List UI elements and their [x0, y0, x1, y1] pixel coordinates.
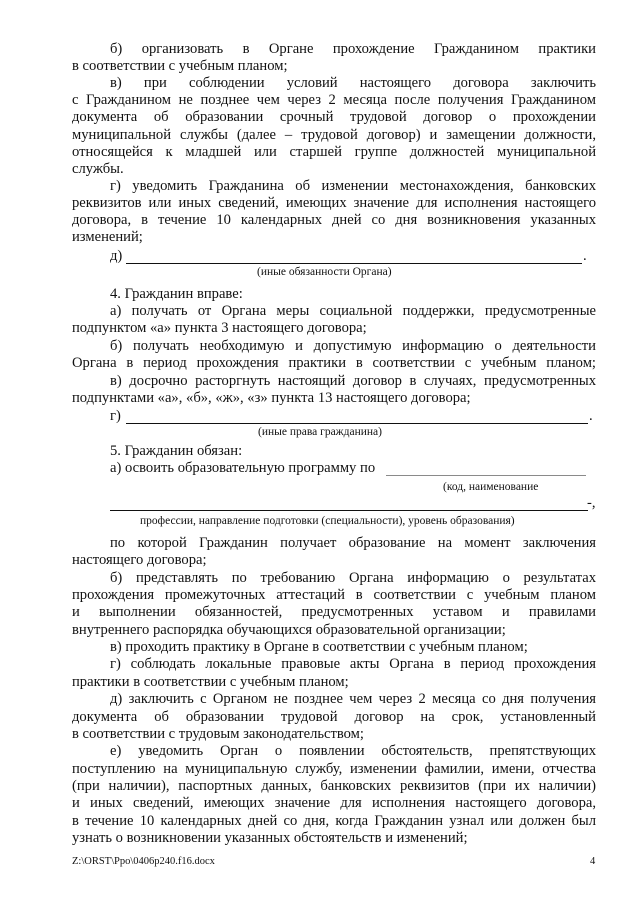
- obligation-d-blank-line: [126, 263, 582, 264]
- obligation-d-label: д): [110, 248, 123, 264]
- text-line: настоящего договора;: [72, 552, 207, 569]
- text-line: узнать о возникновении указанных обстоятельств и изменений;: [72, 829, 468, 846]
- text-line: и выполнении обязанностей, предусмотренных уставом и правилами: [72, 604, 596, 621]
- text-line: договора, в течение 10 календарных дней со дня возникновения указанных: [72, 212, 596, 228]
- text-line: в) проходить практику в Органе в соответствии с учебным планом;: [110, 639, 528, 656]
- section-5-title: 5. Гражданин обязан:: [110, 443, 243, 459]
- section-5-a-text: а) освоить образовательную программу по: [110, 460, 376, 476]
- text-line: практики в соответствии с учебным планом;: [72, 673, 349, 690]
- program-line-end: -,: [587, 495, 596, 511]
- text-line: изменений;: [72, 229, 143, 246]
- text-line: б) представлять по требованию Органа информацию о результатах: [110, 569, 596, 586]
- footer-page-number: 4: [590, 856, 596, 867]
- text-line: и иных сведений, имеющих значение для исполнения настоящего договора,: [72, 795, 596, 812]
- text-line: б) организовать в Органе прохождение Гражданином практики: [110, 41, 596, 57]
- text-line: в течение 10 календарных дней со дня, когда Гражданин узнал или должен был: [72, 812, 596, 829]
- text-line: документа об образовании трудовой договор на срок, установленный: [72, 708, 596, 725]
- text-line: г) соблюдать локальные правовые акты Органа в период прохождения: [110, 656, 596, 673]
- text-line: (при наличии), паспортных данных, банковских реквизитов (при их наличии): [72, 777, 596, 794]
- program-caption-2: профессии, направление подготовки (специальности), уровень образования): [140, 515, 515, 527]
- right-g-label: г): [110, 408, 121, 424]
- right-g-blank-line: [126, 423, 588, 424]
- text-line: поступлению на муниципальную службу, изменении фамилии, имени, отчества: [72, 760, 596, 777]
- text-line: д) заключить с Органом не позднее чем через 2 месяца со дня получения: [110, 691, 596, 708]
- text-line: реквизитов или иных сведений, имеющих значение для исполнения настоящего: [72, 194, 596, 211]
- text-line: подпунктом «а» пункта 3 настоящего договора;: [72, 320, 367, 337]
- text-line: муниципальной службы (далее – трудовой договор) и замещении должности,: [72, 126, 596, 143]
- program-caption-1: (код, наименование: [443, 481, 539, 493]
- text-line: г) уведомить Гражданина об изменении местонахождения, банковских: [110, 177, 596, 194]
- text-line: в) при соблюдении условий настоящего договора заключить: [110, 75, 596, 92]
- right-g-caption: (иные права гражданина): [258, 426, 382, 438]
- text-line: в соответствии с учебным планом;: [72, 58, 288, 75]
- obligation-d-end: .: [583, 248, 587, 264]
- text-line: относящейся к младшей или старшей группе должностей муниципальной: [72, 143, 596, 160]
- text-line: Органа в период прохождения практики в соответствии с учебным планом;: [72, 355, 596, 372]
- program-name-blank-line: [110, 510, 588, 511]
- text-line: в соответствии с трудовым законодательством;: [72, 725, 364, 742]
- text-line: подпунктами «а», «б», «ж», «з» пункта 13 настоящего договора;: [72, 390, 471, 406]
- text-line: внутреннего распорядка обучающихся образовательной организации;: [72, 621, 506, 638]
- obligation-d-caption: (иные обязанности Органа): [257, 266, 392, 278]
- text-line: с Гражданином не позднее чем через 2 месяца после получения Гражданином: [72, 92, 596, 109]
- text-line: службы.: [72, 160, 124, 177]
- text-line: по которой Гражданин получает образование на момент заключения: [110, 535, 596, 551]
- right-g-end: .: [589, 408, 593, 424]
- footer-file-path: Z:\ORST\Ppo\0406p240.f16.docx: [72, 856, 215, 867]
- text-line: в) досрочно расторгнуть настоящий договор в случаях, предусмотренных: [110, 372, 596, 389]
- text-line: б) получать необходимую и допустимую информацию о деятельности: [110, 337, 596, 354]
- program-code-blank-line: [386, 475, 586, 476]
- text-line: е) уведомить Орган о появлении обстоятельств, препятствующих: [110, 743, 596, 760]
- text-line: документа об образовании срочный трудовой договор о прохождении: [72, 109, 596, 126]
- text-line: а) получать от Органа меры социальной поддержки, предусмотренные: [110, 303, 596, 319]
- section-4-title: 4. Гражданин вправе:: [110, 286, 243, 302]
- text-line: прохождения промежуточных аттестаций в соответствии с учебным планом: [72, 587, 596, 604]
